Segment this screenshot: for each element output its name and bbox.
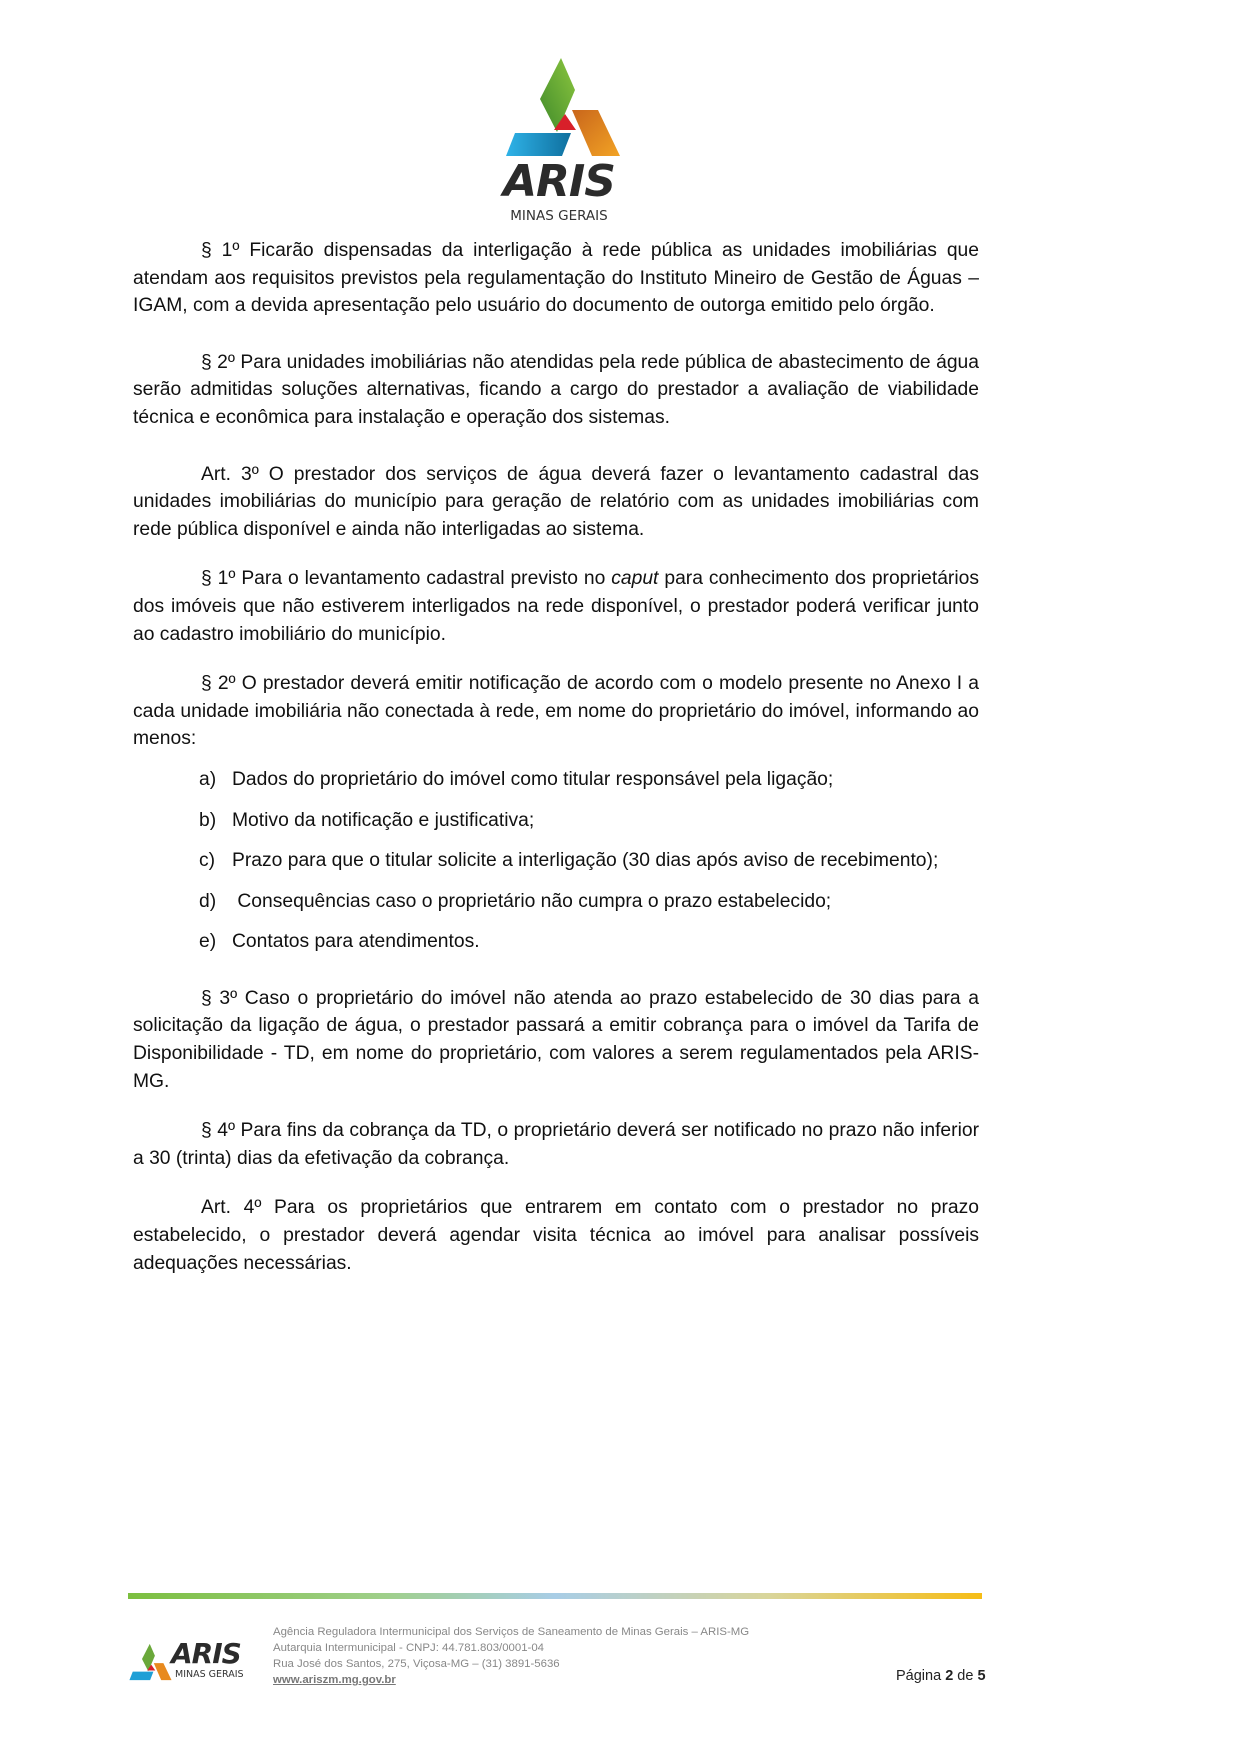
paragraph-4 <box>133 565 979 648</box>
list-item-text: Prazo para que o titular solicite a interligação (30 dias após aviso de recebimento); <box>232 850 939 872</box>
footer-address: Rua José dos Santos, 275, Viçosa-MG – (31) 3891-5636 <box>273 1658 560 1670</box>
page-current: 2 <box>945 1668 954 1684</box>
list-item-text: Dados do proprietário do imóvel como titular responsável pela ligação; <box>232 768 834 790</box>
list-item-label: d) <box>199 890 217 912</box>
footer-logo <box>125 1637 255 1684</box>
paragraph-4-text-a: § 1º Para o levantamento cadastral previsto no <box>201 568 612 590</box>
list-item-label: c) <box>199 850 216 872</box>
list-item <box>133 928 979 956</box>
list-item <box>133 807 979 835</box>
list-item-label: b) <box>199 809 217 831</box>
list-item-text: Consequências caso o proprietário não cumpra o prazo estabelecido; <box>232 890 832 912</box>
footer-info <box>273 1624 749 1688</box>
list-item <box>133 847 979 875</box>
document-body <box>133 237 979 1277</box>
page-of: de <box>957 1668 974 1684</box>
footer-logo-text: ARIS <box>171 1637 241 1670</box>
list-item-text: Contatos para atendimentos. <box>232 931 480 953</box>
aris-logo-mark-icon <box>494 52 624 162</box>
aris-logo-mark-icon <box>125 1640 173 1684</box>
list-item-text: Motivo da notificação e justificativa; <box>232 809 535 831</box>
paragraph-4-italic: caput <box>611 568 659 590</box>
paragraph-4-text-b: para conhecimento dos proprietários dos imóveis que não estiverem interligados na rede disponível, o prestador poderá verificar junto ao cadastro imobiliário do município. <box>133 568 979 645</box>
paragraph-article-4: Art. 4º Para os proprietários que entrarem em contato com o prestador no prazo estabelecido, o prestador deverá agendar visita técnica ao imóvel para analisar possíveis adequações necessárias. <box>133 1197 979 1274</box>
list-item-label: a) <box>199 768 217 790</box>
header-logo-text: ARIS <box>503 156 615 207</box>
header-logo <box>494 52 624 224</box>
list-item <box>133 766 979 794</box>
paragraph-1: § 1º Ficarão dispensadas da interligação à rede pública as unidades imobiliárias que atendam aos requisitos previstos pela regulamentação do Instituto Mineiro de Gestão de Águas – IGAM, com a devida apresentação pelo usuário do documento de outorga emitido pelo órgão. <box>133 240 979 317</box>
paragraph-7: § 4º Para fins da cobrança da TD, o proprietário deverá ser notificado no prazo não inferior a 30 (trinta) dias da efetivação da cobrança. <box>133 1120 979 1169</box>
footer-cnpj: Autarquia Intermunicipal - CNPJ: 44.781.803/0001-04 <box>273 1642 545 1654</box>
footer-gradient-bar <box>128 1593 982 1599</box>
list-item <box>133 888 979 916</box>
page-label: Página <box>896 1668 942 1684</box>
paragraph-article-3: Art. 3º O prestador dos serviços de água deverá fazer o levantamento cadastral das unidades imobiliárias do município para geração de relatório com as unidades imobiliárias com rede pública disponível e ainda não interligadas ao sistema. <box>133 463 979 540</box>
paragraph-2: § 2º Para unidades imobiliárias não atendidas pela rede pública de abastecimento de água serão admitidas soluções alternativas, ficando a cargo do prestador a avaliação de viabilidade técnica e econômica para instalação e operação dos sistemas. <box>133 351 979 428</box>
paragraph-6: § 3º Caso o proprietário do imóvel não atenda ao prazo estabelecido de 30 dias para a solicitação da ligação de água, o prestador passará a emitir cobrança para o imóvel da Tarifa de Disponibilidade - TD, em nome do proprietário, com valores a serem regulamentados pela ARIS-MG. <box>133 987 979 1092</box>
footer-website-link[interactable]: www.ariszm.mg.gov.br <box>273 1674 396 1686</box>
footer-logo-subtext: MINAS GERAIS <box>175 1669 244 1680</box>
page-total: 5 <box>977 1668 986 1684</box>
header-logo-subtext: MINAS GERAIS <box>510 208 608 224</box>
list-item-label: e) <box>199 931 217 953</box>
page-number <box>896 1668 986 1684</box>
footer-agency-name: Agência Reguladora Intermunicipal dos Serviços de Saneamento de Minas Gerais – ARIS-MG <box>273 1626 750 1638</box>
paragraph-5: § 2º O prestador deverá emitir notificação de acordo com o modelo presente no Anexo I a cada unidade imobiliária não conectada à rede, em nome do proprietário do imóvel, informando ao menos: <box>133 673 979 750</box>
